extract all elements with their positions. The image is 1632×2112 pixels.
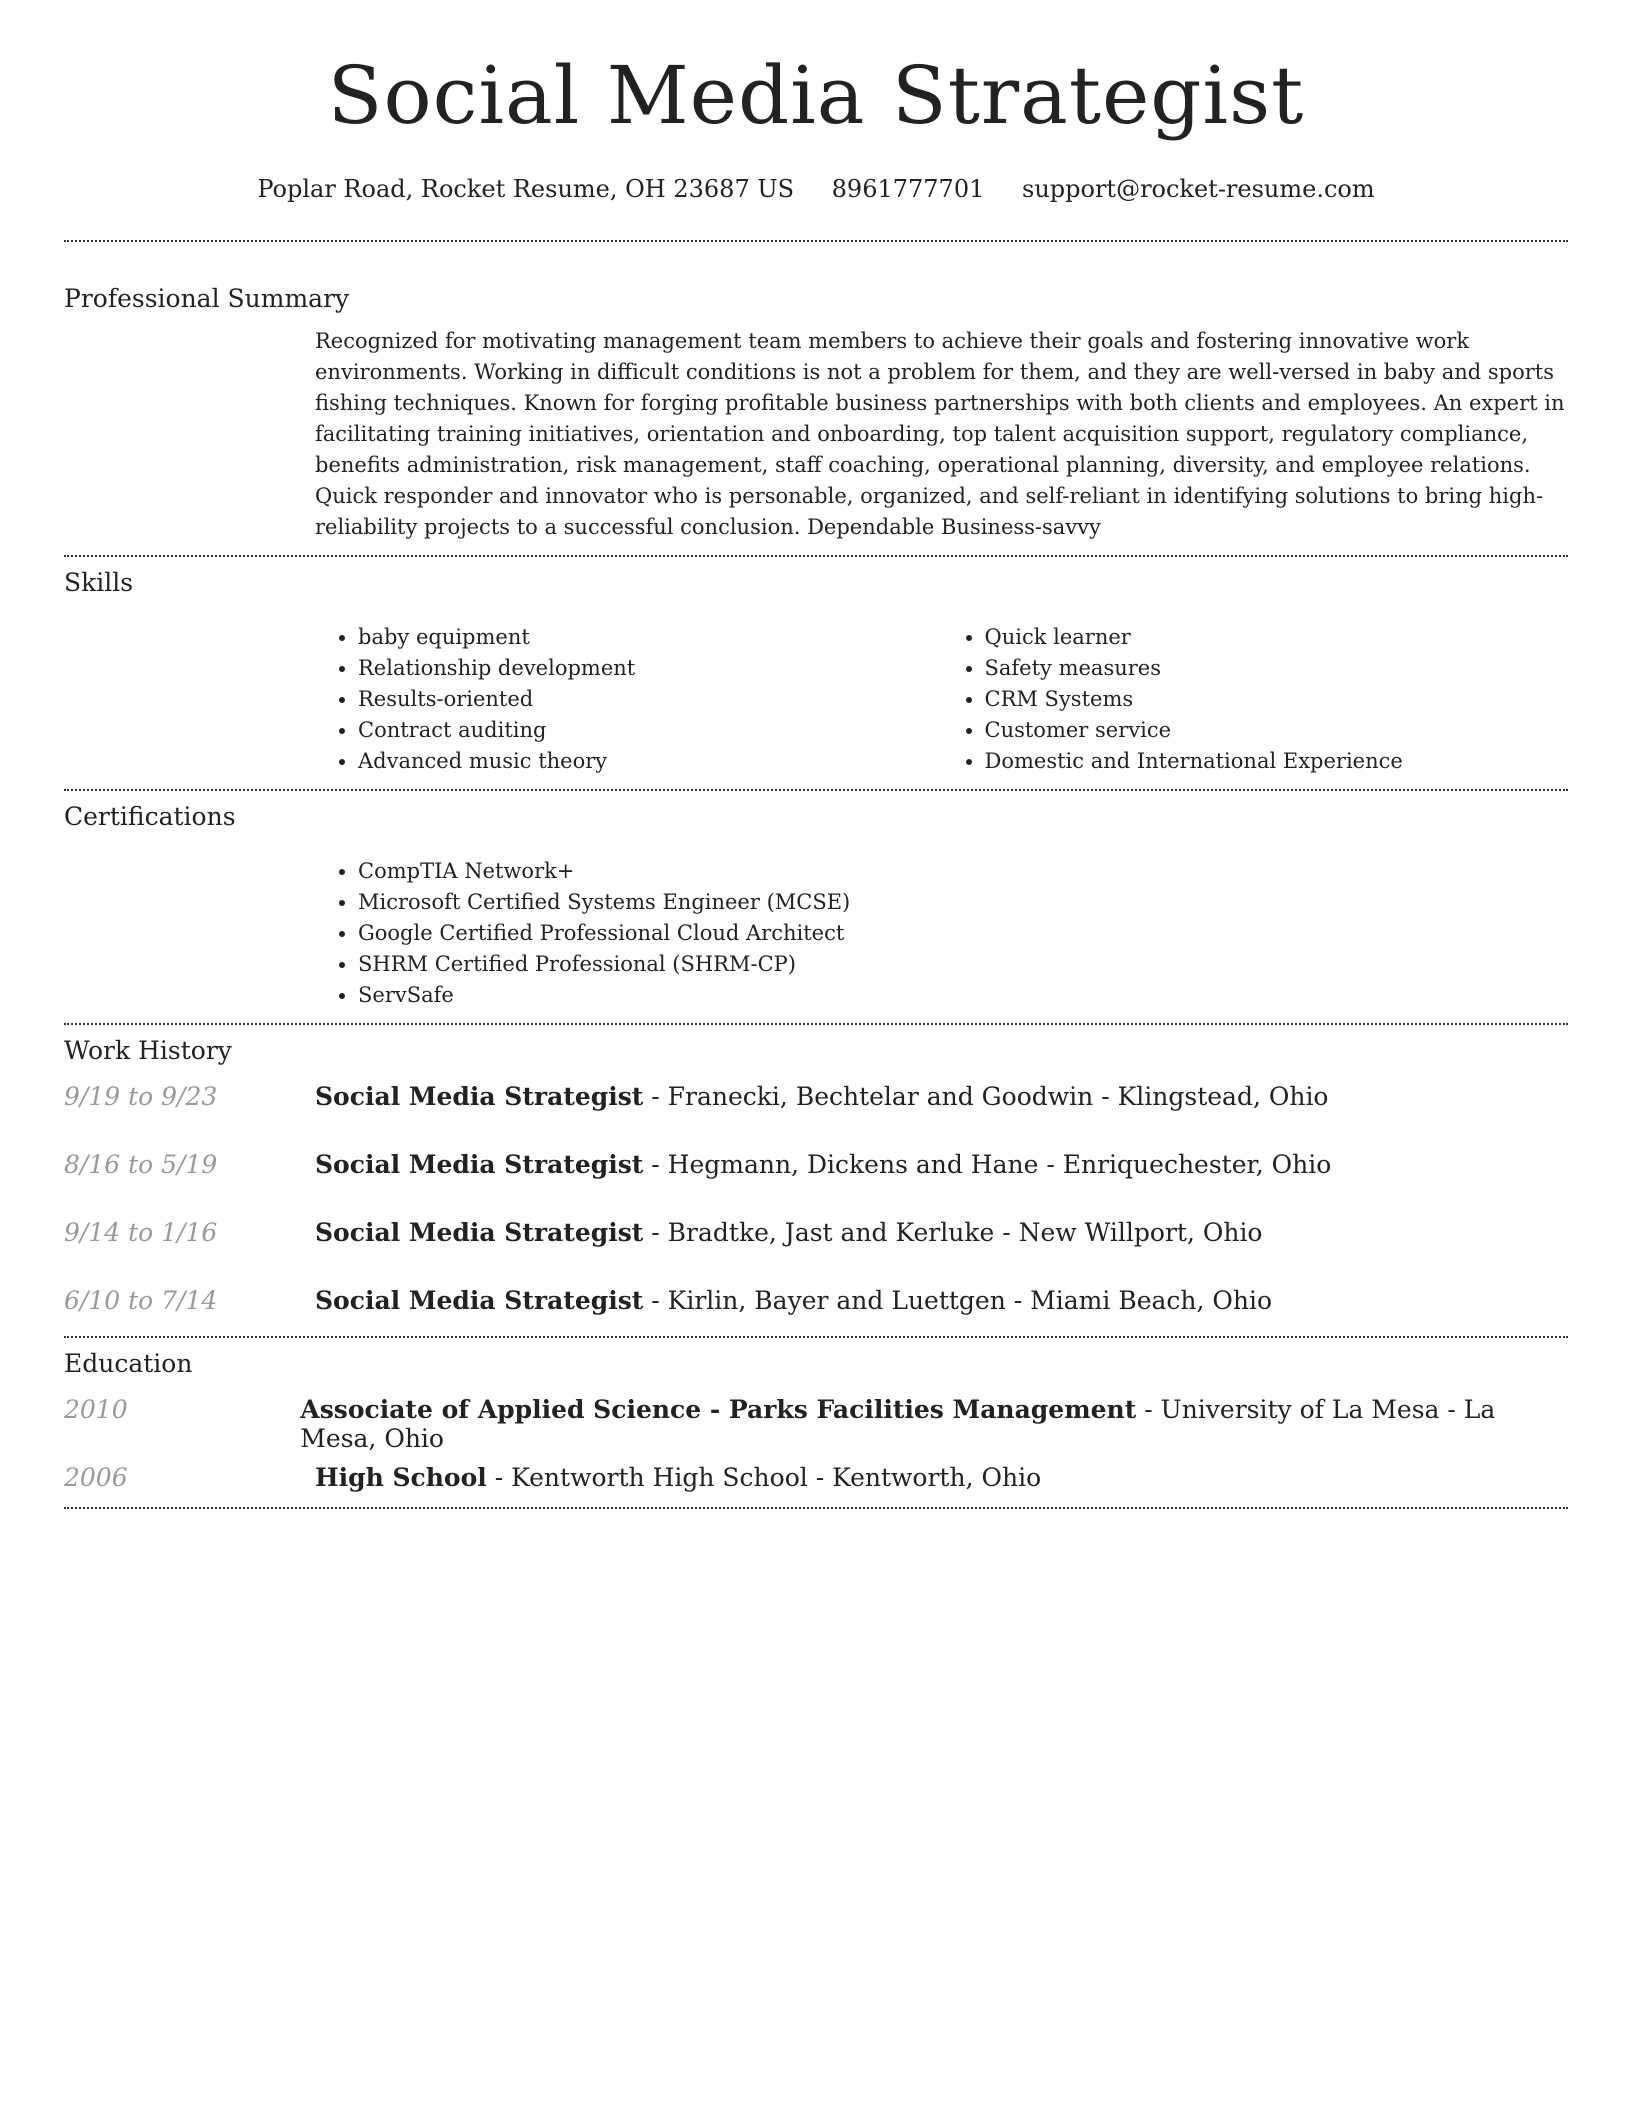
skill-item: • Contract auditing [358,715,942,746]
skill-item: • CRM Systems [985,684,1569,715]
skill-item: • baby equipment [358,622,942,653]
education-entry-description [300,1395,1568,1453]
work-entry-description [315,1082,1329,1111]
education-entry-school: - Kentworth High School - Kentworth, Ohio [486,1463,1042,1492]
work-entry-date: 6/10 to 7/14 [64,1286,218,1315]
education-entry-date: 2010 [64,1395,128,1424]
section-title-work-history: Work History [64,1036,232,1065]
skill-item: • Safety measures [985,653,1569,684]
contact-address: Poplar Road, Rocket Resume, OH 23687 US [257,175,795,203]
work-entry [64,1286,1568,1336]
work-history-section [64,1025,1568,1336]
section-title-certifications: Certifications [64,802,236,831]
work-entry-role: Social Media Strategist [315,1150,644,1179]
certifications-section [64,791,1568,1011]
contact-phone: 8961777701 [831,175,985,203]
summary-text: Recognized for motivating management team members to achieve their goals and fostering innovative work environments. Working in difficult conditions is not a problem for them, and they are well-versed in baby and sports fishing techniques. Known for forging profitable business partnerships with both clients and employees. An expert in facilitating training initiatives, orientation and onboarding, top talent acquisition support, regulatory compliance, benefits administration, risk management, staff coaching, operational planning, diversity, and employee relations. Quick responder and innovator who is personable, organized, and self-reliant in identifying solutions to bring high-reliability projects to a successful conclusion. Dependable Business-savvy [315,329,1565,539]
work-entry-description [315,1286,1272,1315]
summary-section [64,242,1568,543]
work-entry [64,1082,1568,1150]
summary-content [315,326,1568,543]
work-entry-role: Social Media Strategist [315,1286,644,1315]
section-title-summary: Professional Summary [64,284,350,313]
contact-email: support@rocket-resume.com [1022,175,1375,203]
education-entry [64,1395,1568,1463]
certification-item: • Microsoft Certified Systems Engineer (MCSE) [358,887,1568,918]
candidate-name: Social Media Strategist [327,49,1305,142]
skill-item: • Advanced music theory [358,746,942,777]
work-entry-employer: - Franecki, Bechtelar and Goodwin - Klingstead, Ohio [643,1082,1329,1111]
certification-item: • ServSafe [358,980,1568,1011]
section-title-skills: Skills [64,568,134,597]
certification-item: • CompTIA Network+ [358,856,1568,887]
work-entry [64,1218,1568,1286]
certification-item: • Google Certified Professional Cloud Architect [358,918,1568,949]
education-entries [64,1395,1568,1507]
work-entry-employer: - Hegmann, Dickens and Hane - Enriquechester, Ohio [643,1150,1332,1179]
certifications-list [315,856,1568,1011]
education-entry-degree: High School [315,1463,487,1492]
work-entry-description [315,1218,1262,1247]
education-entry-degree: Associate of Applied Science - Parks Facilities Management [300,1395,1137,1424]
education-entry-date: 2006 [64,1463,128,1492]
work-entry-date: 9/19 to 9/23 [64,1082,218,1111]
skill-item: • Domestic and International Experience [985,746,1569,777]
resume-page [64,0,1568,1509]
work-entry [64,1150,1568,1218]
education-entry-school: - University of La Mesa - La Mesa, Ohio [300,1395,1496,1453]
divider [64,1507,1568,1509]
work-entry-date: 8/16 to 5/19 [64,1150,218,1179]
skills-list-left [315,622,942,777]
education-entry [64,1463,1568,1507]
work-entry-description [315,1150,1331,1179]
certification-item: • SHRM Certified Professional (SHRM-CP) [358,949,1568,980]
skills-section [64,557,1568,777]
work-entry-role: Social Media Strategist [315,1218,644,1247]
skill-item: • Customer service [985,715,1569,746]
skills-list-right [942,622,1569,777]
skill-item: • Quick learner [985,622,1569,653]
work-entry-employer: - Kirlin, Bayer and Luettgen - Miami Beach, Ohio [643,1286,1273,1315]
skill-item: • Relationship development [358,653,942,684]
work-entries [64,1082,1568,1336]
education-section [64,1338,1568,1507]
work-entry-employer: - Bradtke, Jast and Kerluke - New Willport, Ohio [643,1218,1263,1247]
skill-item: • Results-oriented [358,684,942,715]
skills-grid [315,622,1568,777]
education-entry-description [315,1463,1041,1492]
work-entry-role: Social Media Strategist [315,1082,644,1111]
work-entry-date: 9/14 to 1/16 [64,1218,218,1247]
contact-line [64,172,1568,206]
certifications-content [315,856,1568,1011]
section-title-education: Education [64,1349,193,1378]
